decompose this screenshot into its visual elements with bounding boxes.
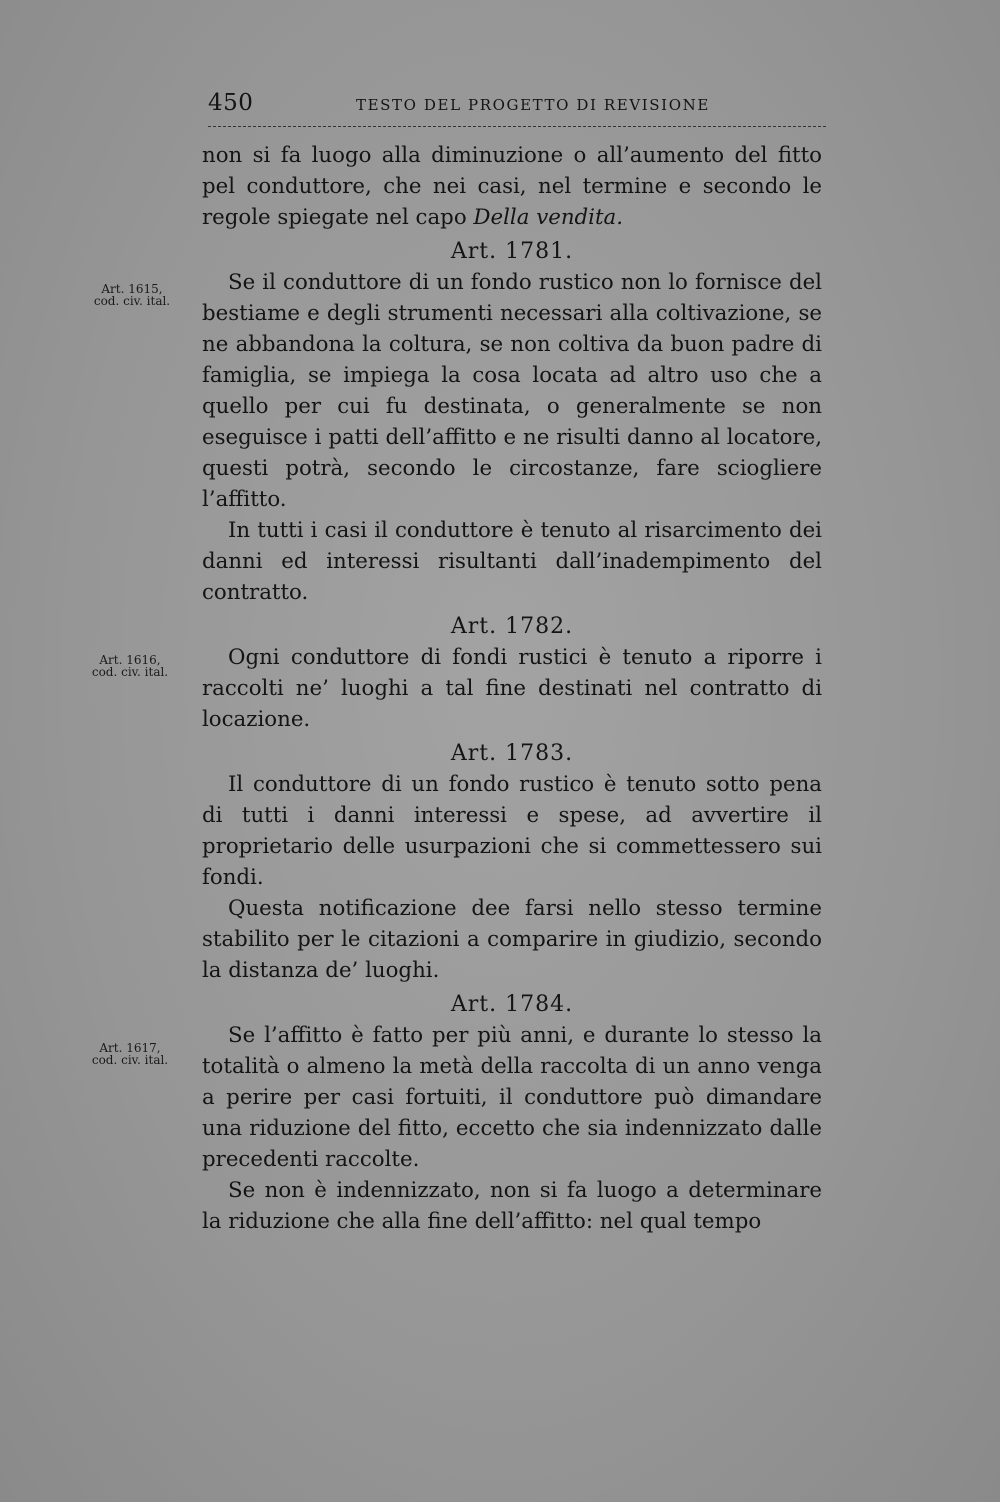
article-paragraph: Questa notificazione dee farsi nello stesso termine stabilito per le citazioni a comparire in giudizio, secondo la distanza de’ luoghi. — [202, 896, 822, 983]
article-paragraph: In tutti i casi il conduttore è tenuto al risarcimento dei danni ed interessi risultanti dall’inadempimento del contratto. — [202, 518, 822, 605]
article-paragraph: Ogni conduttore di fondi rustici è tenuto a riporre i raccolti ne’ luoghi a tal fine destinati nel contratto di locazione. — [202, 645, 822, 732]
margin-note-line: Art. 1617, — [99, 1041, 161, 1055]
article-paragraph: Se il conduttore di un fondo rustico non lo fornisce del bestiame e degli strumenti necessari alla coltivazione, se ne abbandona la coltura, se non coltiva da buon padre di famiglia, se impiega la cosa locata ad altro uso che a quello per cui fu destinata, o generalmente se non eseguisce i patti dell’affitto e ne risulti danno al locatore, questi potrà, secondo le circostanze, fare sciogliere l’affitto. — [202, 270, 822, 512]
margin-note-line: Art. 1615, — [101, 282, 163, 296]
article-heading: Art. 1784. — [450, 992, 574, 1017]
article-paragraph: Il conduttore di un fondo rustico è tenuto sotto pena di tutti i danni interessi e spese, ad avvertire il proprietario delle usurpazioni che si commettessero sui fondi. — [202, 772, 822, 890]
margin-note-line: cod. civ. ital. — [91, 665, 169, 679]
intro-paragraph — [202, 140, 822, 233]
margin-note-line: Art. 1616, — [99, 653, 161, 667]
article-heading: Art. 1782. — [450, 614, 574, 639]
page-header — [208, 88, 826, 122]
margin-note-art-1782 — [80, 654, 180, 678]
margin-note-art-1784 — [80, 1042, 180, 1066]
article-heading: Art. 1781. — [450, 239, 574, 264]
article-paragraph: Se non è indennizzato, non si fa luogo a determinare la riduzione che alla fine dell’affitto: nel qual tempo — [202, 1178, 822, 1234]
header-rule — [208, 126, 826, 127]
margin-note-line: cod. civ. ital. — [91, 1053, 169, 1067]
running-title: TESTO DEL PROGETTO DI REVISIONE — [356, 96, 710, 114]
article-paragraph: Se l’affitto è fatto per più anni, e durante lo stesso la totalità o almeno la metà della raccolta di un anno venga a perire per casi fortuiti, il conduttore può dimandare una riduzione del fitto, eccetto che sia indennizzato dalle precedenti raccolte. — [202, 1023, 822, 1172]
article-heading: Art. 1783. — [450, 741, 574, 766]
margin-note-line: cod. civ. ital. — [93, 294, 171, 308]
intro-italic: Della vendita. — [473, 205, 624, 230]
margin-note-art-1781 — [82, 283, 182, 307]
page-number: 450 — [208, 90, 254, 116]
intro-text: non si fa luogo alla diminuzione o all’aumento del fitto pel conduttore, che nei casi, nel termine e secondo le regole spiegate nel capo — [202, 143, 822, 230]
body-text — [202, 140, 822, 1237]
